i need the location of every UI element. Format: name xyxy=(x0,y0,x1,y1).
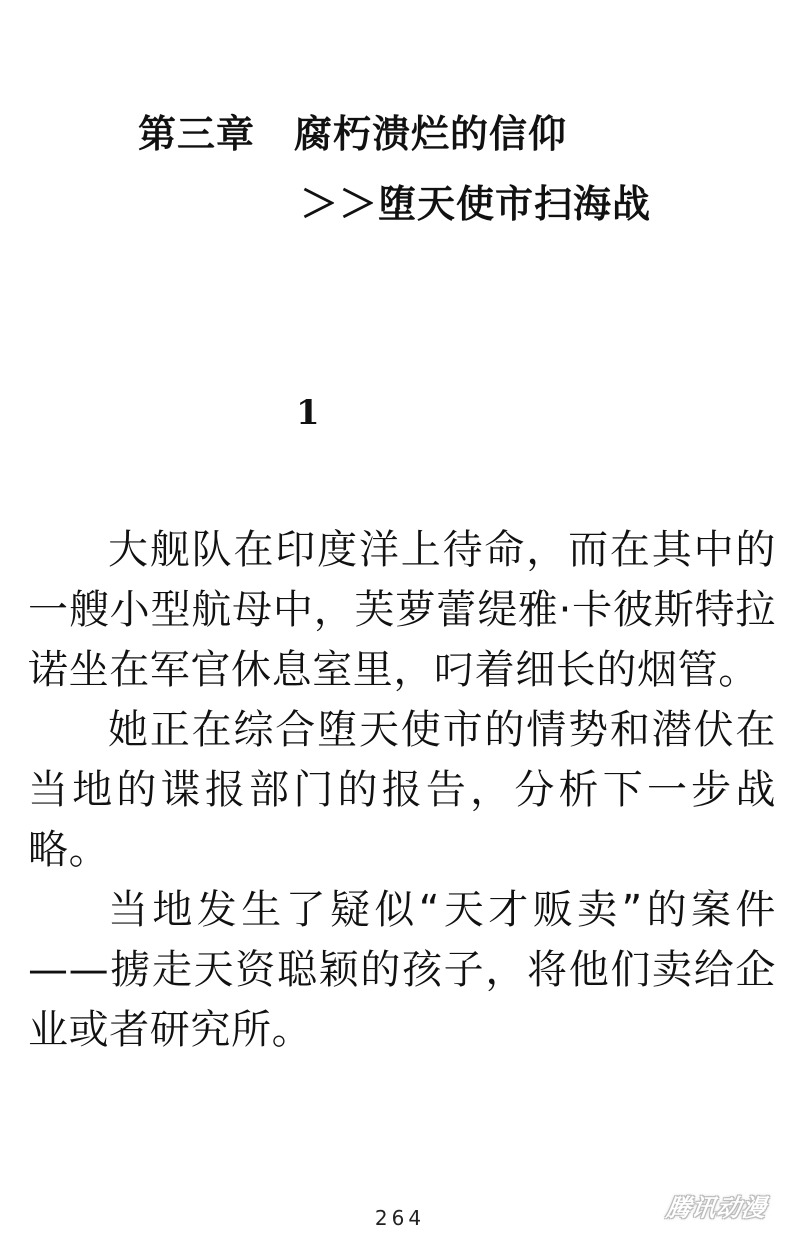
page-number: 264 xyxy=(374,1206,426,1230)
paragraph-2: 她正在综合堕天使市的情势和潜伏在当地的谍报部门的报告，分析下一步战略。 xyxy=(28,707,776,873)
chapter-title: 第三章 腐朽溃烂的信仰 xyxy=(138,111,568,156)
section-number: 1 xyxy=(296,393,320,433)
paragraph-3: 当地发生了疑似“天才贩卖”的案件——掳走天资聪颖的孩子，将他们卖给企业或者研究所。 xyxy=(28,887,776,1053)
chapter-subtitle: ＞＞堕天使市扫海战 xyxy=(300,181,652,226)
watermark-logo: 腾讯动漫 xyxy=(664,1193,769,1222)
paragraph-1: 大舰队在印度洋上待命，而在其中的一艘小型航母中，芙萝蕾缇雅·卡彼斯特拉诺坐在军官休息室里，叼着细长的烟管。 xyxy=(28,527,776,693)
body-text xyxy=(28,520,776,1060)
